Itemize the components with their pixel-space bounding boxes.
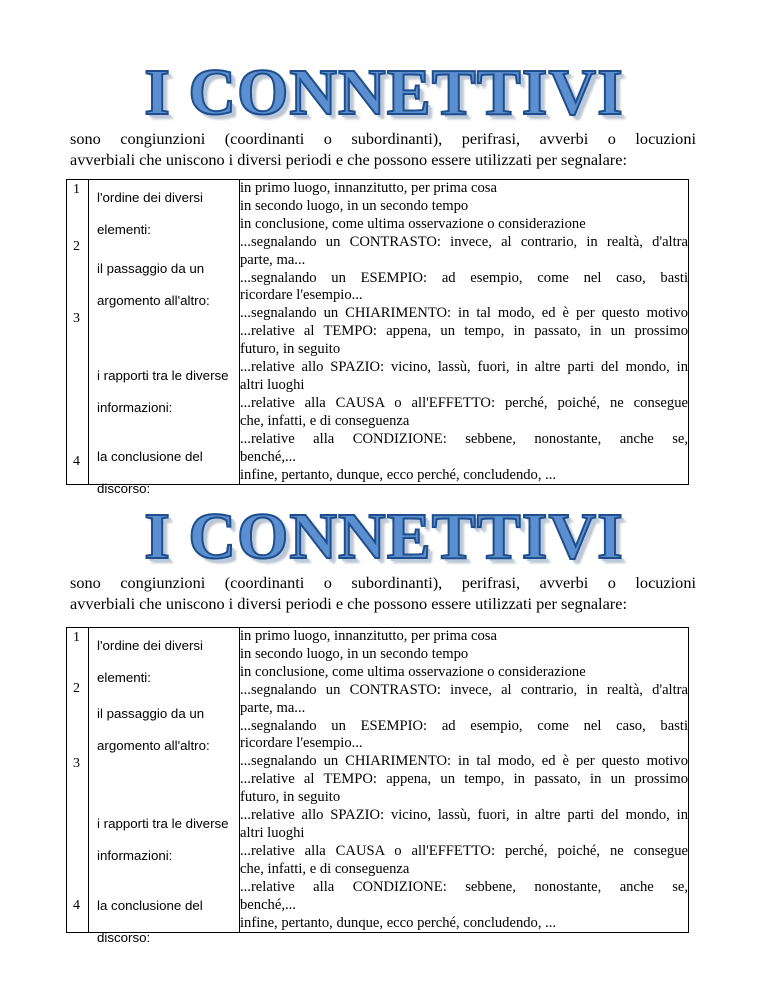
row-number-2: 2 — [73, 681, 80, 696]
connettivi-block-1 — [0, 56, 768, 496]
label-rapporti: i rapporti tra le diverse informazioni: — [97, 368, 229, 415]
text-line: ...segnalando un CONTRASTO: invece, al contrario, in realtà, d'altra — [240, 233, 688, 250]
row-number-1: 1 — [73, 182, 80, 197]
row-number-1: 1 — [73, 630, 80, 645]
page-title: I CONNETTIVI — [144, 500, 624, 573]
text-line: infine, pertanto, dunque, ecco perché, concludendo, ... — [240, 914, 557, 931]
intro-line-1: sono congiunzioni (coordinanti o subordinanti), perifrasi, avverbi o locuzioni — [70, 129, 696, 148]
text-line: ...segnalando un CHIARIMENTO: in tal modo, ed è per questo motivo — [240, 305, 688, 322]
text-line: in secondo luogo, in un secondo tempo — [240, 645, 469, 662]
text-line: altri luoghi — [240, 376, 305, 393]
text-line: in primo luogo, innanzitutto, per prima cosa — [240, 180, 497, 196]
text-line: parte, ma... — [240, 699, 306, 716]
numbers-cell — [67, 180, 89, 485]
text-line: in primo luogo, innanzitutto, per prima cosa — [240, 628, 497, 644]
numbers-cell — [67, 628, 89, 933]
text-line: altri luoghi — [240, 824, 305, 841]
label-ordine: l'ordine dei diversi elementi: — [97, 638, 204, 685]
text-line: ...relative alla CAUSA o all'EFFETTO: perché, poiché, ne consegue — [240, 842, 688, 859]
labels-cell — [89, 628, 240, 945]
label-passaggio: il passaggio da un argomento all'altro: — [97, 261, 210, 308]
label-conclusione: la conclusione del discorso: — [97, 449, 203, 496]
text-line: ricordare l'esempio... — [240, 735, 363, 752]
connectives-text-cell — [240, 628, 689, 933]
text-line: futuro, in seguito — [240, 789, 341, 806]
row-number-2: 2 — [73, 239, 80, 254]
text-line: benché,... — [240, 448, 296, 465]
text-line: ...relative allo SPAZIO: vicino, lassù, fuori, in altre parti del mondo, in — [240, 807, 688, 824]
text-line: in conclusione, come ultima osservazione o considerazione — [240, 663, 586, 680]
labels-cell — [89, 180, 240, 496]
row-number-4: 4 — [73, 898, 80, 913]
intro-paragraph — [70, 572, 696, 614]
text-line: ...segnalando un ESEMPIO: ad esempio, come nel caso, basti — [240, 717, 688, 734]
row-number-3: 3 — [73, 756, 80, 771]
text-line: ...segnalando un ESEMPIO: ad esempio, come nel caso, basti — [240, 269, 688, 286]
text-line: infine, pertanto, dunque, ecco perché, concludendo, ... — [240, 466, 557, 483]
text-line: ...segnalando un CHIARIMENTO: in tal modo, ed è per questo motivo — [240, 753, 688, 770]
row-number-3: 3 — [73, 311, 80, 326]
label-passaggio: il passaggio da un argomento all'altro: — [97, 706, 210, 753]
text-line: ...relative alla CAUSA o all'EFFETTO: perché, poiché, ne consegue — [240, 394, 688, 411]
text-line: ...relative al TEMPO: appena, un tempo, in passato, in un prossimo — [240, 771, 688, 788]
text-line: ricordare l'esempio... — [240, 287, 363, 304]
label-rapporti: i rapporti tra le diverse informazioni: — [97, 816, 229, 863]
connettivi-block-2 — [0, 500, 768, 945]
text-line: che, infatti, e di conseguenza — [240, 860, 410, 877]
text-line: in conclusione, come ultima osservazione o considerazione — [240, 215, 586, 232]
text-line: che, infatti, e di conseguenza — [240, 412, 410, 429]
text-line: parte, ma... — [240, 251, 306, 268]
text-line: ...relative al TEMPO: appena, un tempo, in passato, in un prossimo — [240, 323, 688, 340]
connectives-text-cell — [240, 180, 689, 485]
label-conclusione: la conclusione del discorso: — [97, 898, 203, 945]
text-line: ...relative alla CONDIZIONE: sebbene, nonostante, anche se, — [240, 430, 688, 447]
text-line: futuro, in seguito — [240, 341, 341, 358]
label-ordine: l'ordine dei diversi elementi: — [97, 190, 204, 237]
row-number-4: 4 — [73, 454, 80, 469]
intro-line-2: avverbiali che uniscono i diversi periodi e che possono essere utilizzati per segnalare: — [70, 594, 627, 613]
text-line: in secondo luogo, in un secondo tempo — [240, 197, 469, 214]
text-line: ...segnalando un CONTRASTO: invece, al contrario, in realtà, d'altra — [240, 681, 688, 698]
text-line: ...relative alla CONDIZIONE: sebbene, nonostante, anche se, — [240, 878, 688, 895]
connectives-table — [66, 627, 689, 945]
page-title: I CONNETTIVI — [144, 56, 624, 129]
intro-line-2: avverbiali che uniscono i diversi periodi e che possono essere utilizzati per segnalare: — [70, 150, 627, 169]
intro-paragraph — [70, 128, 696, 170]
text-line: ...relative allo SPAZIO: vicino, lassù, fuori, in altre parti del mondo, in — [240, 359, 688, 376]
intro-line-1: sono congiunzioni (coordinanti o subordinanti), perifrasi, avverbi o locuzioni — [70, 573, 696, 592]
text-line: benché,... — [240, 896, 296, 913]
connectives-table — [66, 179, 689, 496]
